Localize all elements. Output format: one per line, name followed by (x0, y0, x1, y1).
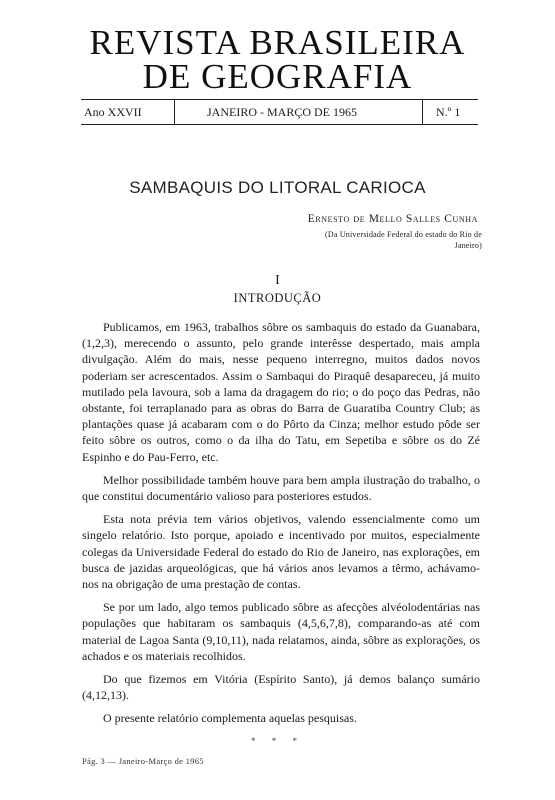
issue-info-bar (81, 99, 478, 125)
author-affiliation: (Da Universidade Federal do estado do Rio de Janeiro) (325, 230, 482, 250)
section-number: I (275, 273, 280, 288)
article-author: Ernesto de Mello Salles Cunha (307, 213, 478, 225)
section-ornament: * * * (251, 736, 304, 746)
body-paragraph: Melhor possibilidade também houve para bem ampla ilustração do trabalho, o que constitui documentário valioso para posteriores estudos. (82, 472, 480, 504)
issue-bar-divider (174, 99, 175, 125)
journal-masthead (0, 23, 555, 96)
journal-title-line2: DE GEOGRAFIA (142, 57, 413, 96)
issue-number: N.º 1 (436, 105, 461, 119)
body-paragraph: Se por um lado, algo temos publicado sôbre as afecções alvéolodentárias nas populações que habitaram os sambaquis (4,5,6,7,8), comparando-as até com material de Lagoa Santa (9,10,11), nada relatamos, ainda, sôbre as explorações, os achados e os materiais recolhidos. (82, 600, 480, 663)
article-title: SAMBAQUIS DO LITORAL CARIOCA (129, 178, 426, 197)
issue-date: JANEIRO - MARÇO DE 1965 (207, 105, 357, 119)
body-paragraph: Esta nota prévia tem vários objetivos, valendo essencialmente como um singelo relatório. Isto porque, apoiado e incentivado por muitos, especialmente colegas da Universidade Federal do estado do Rio de Janeiro, nas explorações, em busca de jazidas arqueológicas, que há vários anos levamos a têrmo, achávamo-nos na obrigação de uma prestação de contas. (82, 512, 480, 592)
journal-title-line1: REVISTA BRASILEIRA (89, 23, 466, 62)
body-paragraph: Publicamos, em 1963, trabalhos sôbre os sambaquis do estado da Guanabara, (1,2,3), merecendo o assunto, pelo grande interêsse despertado, mais ampla divulgação. Além do mais, nesse pequeno interregno, muitos dados novos poderiam ser acrescentados. Assim o Sambaqui do Piraquê desapareceu, já muito mutilado pela lavoura, sob a lama da dragagem do rio; o do poço das Pedras, não obstante, foi terraplanado para as obras do Barra de Guaratiba Country Club; as plantações quase já acabaram com o do Pôrto da Cinza; melhor estudo pôde ser feito sôbre os outros, como o da ilha do Tatu, em Sepetiba e sôbre os do Zé Espinho e do Pau-Ferro, etc. (82, 320, 480, 464)
issue-volume: Ano XXVII (84, 105, 142, 119)
page-footer: Pág. 3 — Janeiro-Março de 1965 (82, 756, 204, 766)
article-body (82, 319, 480, 734)
section-title: INTRODUÇÃO (233, 291, 322, 305)
body-paragraph: O presente relatório complementa aquelas pesquisas. (103, 711, 357, 726)
body-paragraph: Do que fizemos em Vitória (Espírito Santo), já demos balanço sumário (4,12,13). (82, 672, 480, 703)
issue-bar-divider (422, 99, 423, 125)
